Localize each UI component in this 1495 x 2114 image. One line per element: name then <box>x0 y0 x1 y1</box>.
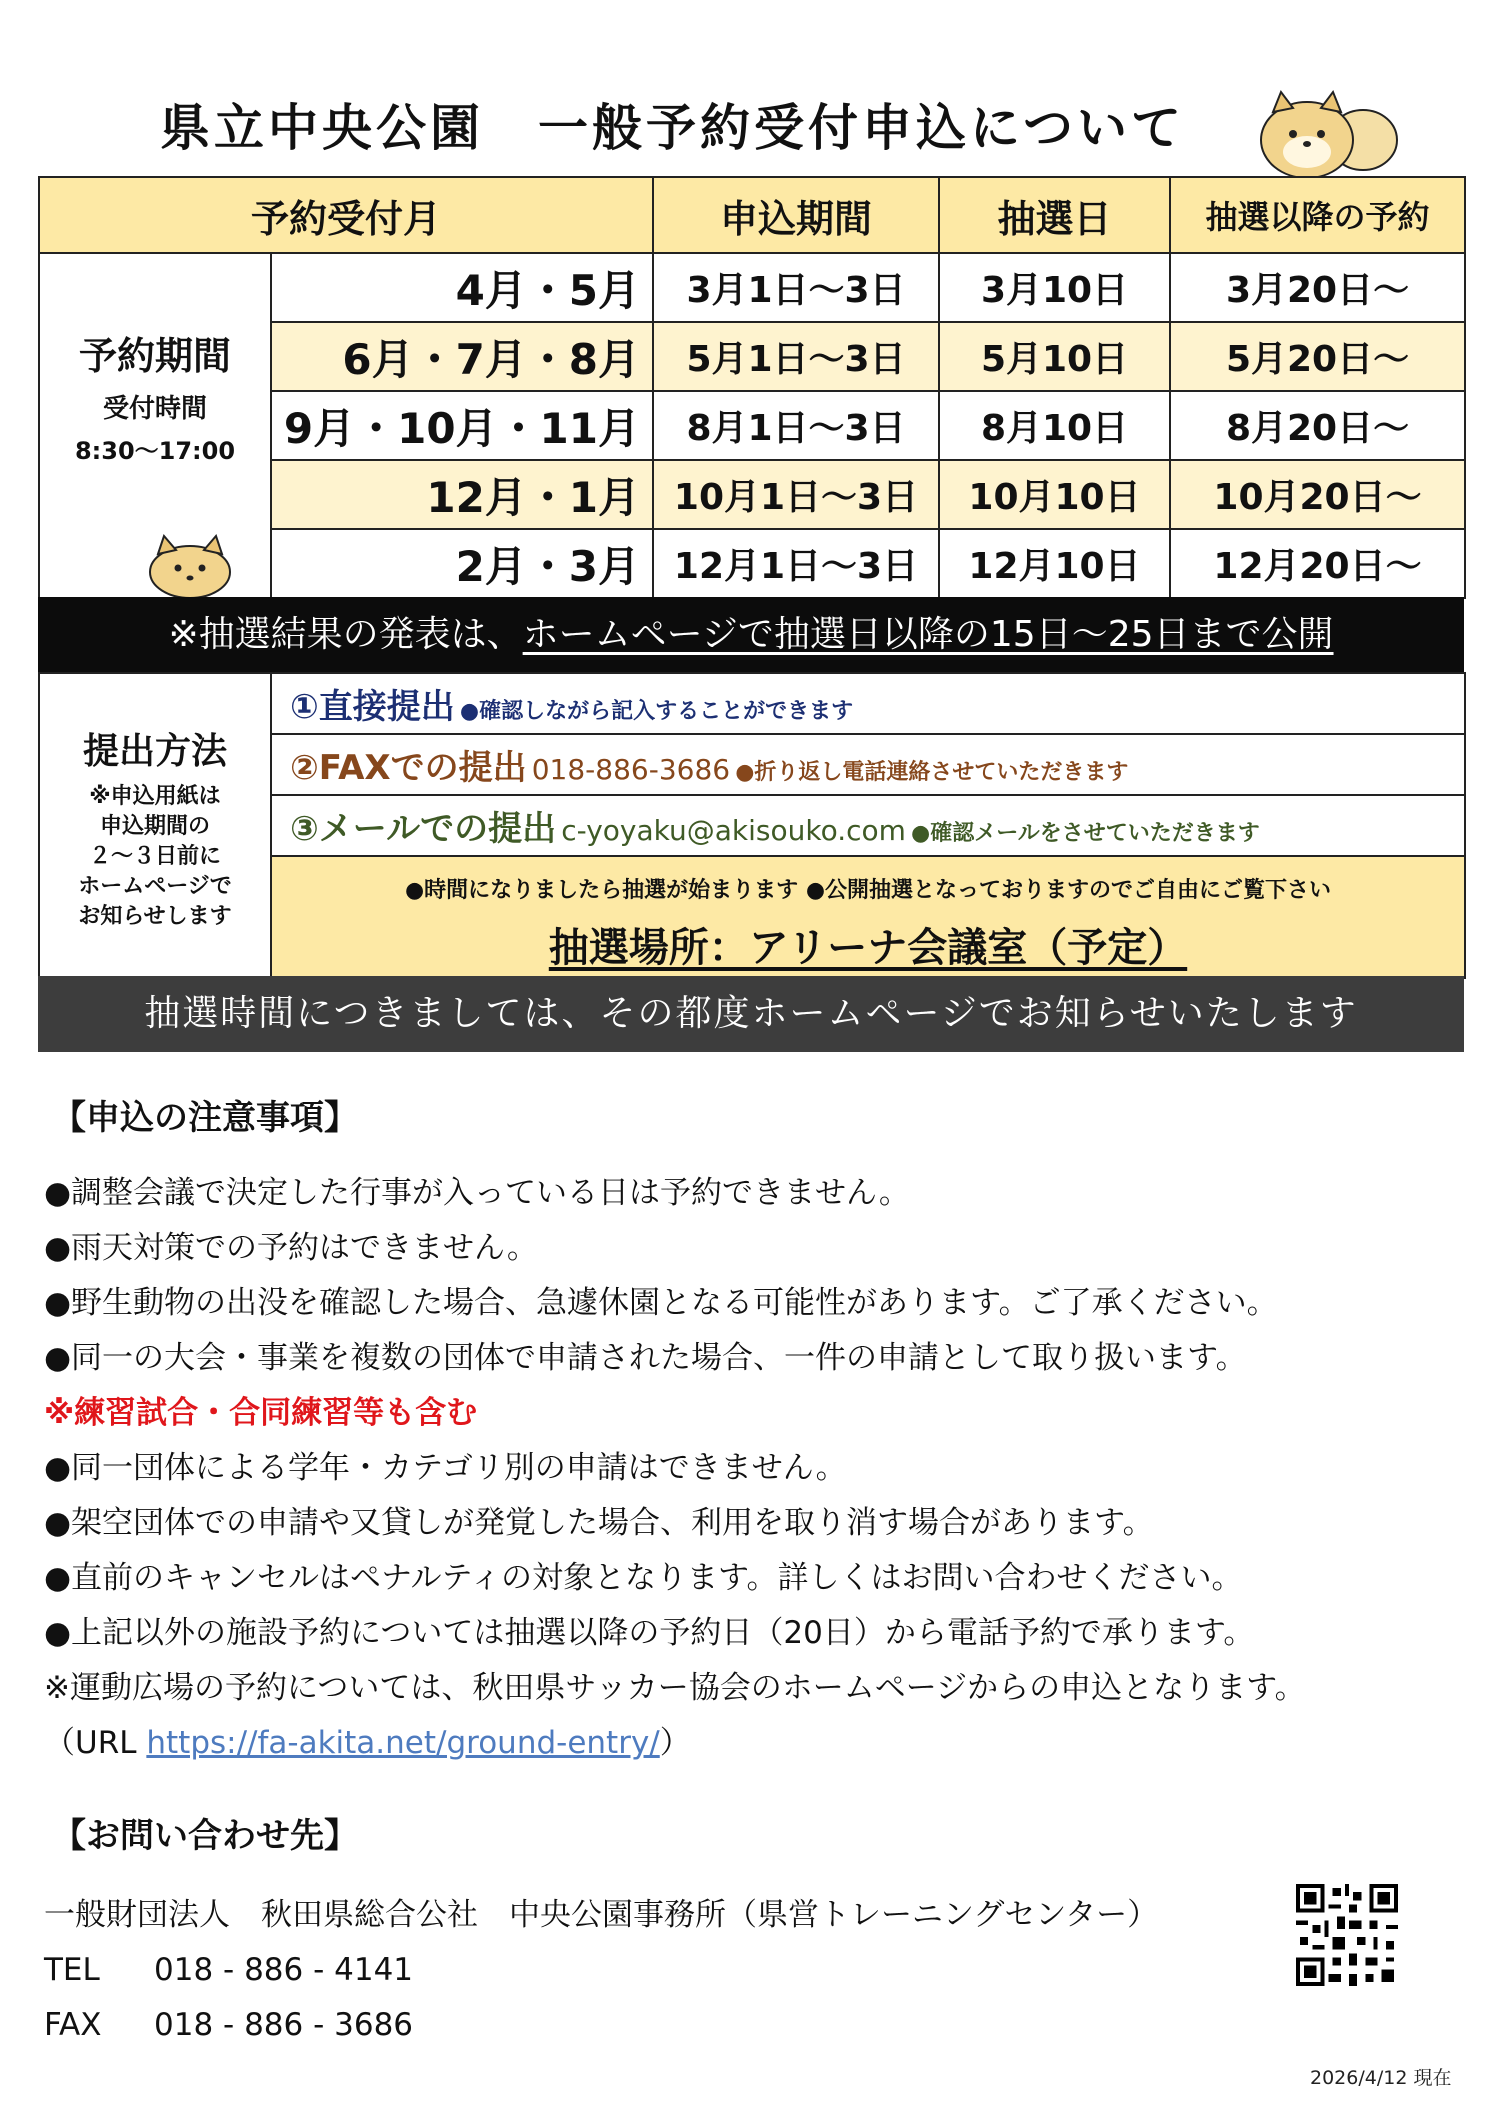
schedule-table <box>38 176 1466 599</box>
row-after: 12月20日～ <box>1170 529 1465 598</box>
submission-note-line: ※申込用紙は <box>89 784 221 809</box>
row-apply: 12月1日～3日 <box>653 529 939 598</box>
tel-label: TEL <box>44 1952 100 1988</box>
note-item: ●野生動物の出没を確認した場合、急遽休園となる可能性があります。ご了承ください。 <box>44 1285 1278 1321</box>
row-month: 6月・7月・8月 <box>271 322 653 391</box>
note-item: ●架空団体での申請や又貸しが発覚した場合、利用を取り消す場合があります。 <box>44 1505 1154 1541</box>
mail-note: ●確認メールをさせていただきます <box>911 821 1260 846</box>
note-item: ●調整会議で決定した行事が入っている日は予約できません。 <box>44 1175 910 1211</box>
submission-label: 提出方法 <box>82 731 227 772</box>
fax-note: ●折り返し電話連絡させていただきます <box>735 760 1129 785</box>
row-lottery: 10月10日 <box>939 460 1170 529</box>
row-month: 12月・1月 <box>271 460 653 529</box>
contact-org: 一般財団法人 秋田県総合公社 中央公園事務所（県営トレーニングセンター） <box>44 1897 1159 1933</box>
url-suffix: ） <box>659 1725 691 1761</box>
lottery-time-notice: 抽選時間につきましては、その都度ホームページでお知らせいたします <box>38 976 1464 1052</box>
announcement-underlined: ホームページで抽選日以降の15日～25日まで公開 <box>522 614 1334 655</box>
period-label: 予約期間 <box>78 334 231 378</box>
row-after: 8月20日～ <box>1170 391 1465 460</box>
tel-number: 018 - 886 - 4141 <box>154 1952 414 1988</box>
submission-note-line: ２～３日前に <box>88 844 221 869</box>
header-lottery-date: 抽選日 <box>939 177 1170 253</box>
contact-block <box>44 1888 1158 2053</box>
pomeranian-mascot-icon <box>1245 82 1405 182</box>
row-lottery: 5月10日 <box>939 322 1170 391</box>
fax-number-contact: 018 - 886 - 3686 <box>154 2007 414 2043</box>
mail-title: ③メールでの提出 <box>290 809 557 849</box>
row-month: 9月・10月・11月 <box>271 391 653 460</box>
submission-table <box>38 672 1466 979</box>
submission-note-line: ホームページで <box>78 874 232 899</box>
row-month: 2月・3月 <box>271 529 653 598</box>
row-month: 4月・5月 <box>271 253 653 322</box>
header-month: 予約受付月 <box>39 177 653 253</box>
row-apply: 5月1日～3日 <box>653 322 939 391</box>
url-line <box>44 1716 1306 1771</box>
qr-code-icon[interactable] <box>1296 1884 1398 1986</box>
fax-title: ②FAXでの提出 <box>290 748 527 788</box>
submission-note-line: 申込期間の <box>99 814 210 839</box>
submission-method-cell <box>39 673 271 978</box>
lottery-place-cell <box>271 856 1465 978</box>
mail-submission-row <box>271 795 1465 856</box>
note-item: ●同一団体による学年・カテゴリ別の申請はできません。 <box>44 1450 847 1486</box>
row-apply: 10月1日～3日 <box>653 460 939 529</box>
note-item: ※運動広場の予約については、秋田県サッカー協会のホームページからの申込となります。 <box>44 1670 1306 1706</box>
url-prefix: （URL <box>44 1725 147 1761</box>
row-lottery: 12月10日 <box>939 529 1170 598</box>
contact-tel-line <box>44 1943 1158 1998</box>
page-title: 県立中央公園 一般予約受付申込について <box>160 99 1185 157</box>
notes-list <box>44 1166 1306 1771</box>
submission-note-line: お知らせします <box>78 904 232 929</box>
header-apply-period: 申込期間 <box>653 177 939 253</box>
hours-label: 受付時間 <box>102 394 207 424</box>
row-after: 5月20日～ <box>1170 322 1465 391</box>
mail-address[interactable]: c-yoyaku@akisouko.com <box>561 814 906 847</box>
direct-submission-row <box>271 673 1465 734</box>
direct-note: ●確認しながら記入することができます <box>459 699 854 724</box>
announcement-bar <box>38 597 1464 672</box>
row-apply: 3月1日～3日 <box>653 253 939 322</box>
pomeranian-small-icon <box>140 528 240 598</box>
row-lottery: 3月10日 <box>939 253 1170 322</box>
ground-entry-link[interactable]: https://fa-akita.net/ground-entry/ <box>146 1725 660 1761</box>
row-after: 10月20日～ <box>1170 460 1465 529</box>
note-item: ●同一の大会・事業を複数の団体で申請された場合、一件の申請として取り扱います。 <box>44 1340 1247 1376</box>
note-item-red: ※練習試合・合同練習等も含む <box>44 1395 478 1431</box>
lottery-place: 抽選場所：アリーナ会議室（予定） <box>548 925 1188 971</box>
fax-submission-row <box>271 734 1465 795</box>
fax-label: FAX <box>44 2007 102 2043</box>
fax-number: 018-886-3686 <box>531 753 731 786</box>
note-item: ●上記以外の施設予約については抽選以降の予約日（20日）から電話予約で承ります。 <box>44 1615 1255 1651</box>
row-after: 3月20日～ <box>1170 253 1465 322</box>
contact-heading: 【お問い合わせ先】 <box>52 1816 358 1856</box>
hours-value: 8:30～17:00 <box>74 437 236 465</box>
direct-title: ①直接提出 <box>290 687 455 727</box>
lottery-notes: ●時間になりましたら抽選が始まります ●公開抽選となっておりますのでご自由にご覧下さい <box>404 878 1332 903</box>
note-item: ●雨天対策での予約はできません。 <box>44 1230 538 1266</box>
header-after-lottery: 抽選以降の予約 <box>1170 177 1465 253</box>
note-item: ●直前のキャンセルはペナルティの対象となります。詳しくはお問い合わせください。 <box>44 1560 1243 1596</box>
notes-heading: 【申込の注意事項】 <box>52 1098 358 1138</box>
as-of-date: 2026/4/12 現在 <box>1310 2067 1452 2089</box>
row-lottery: 8月10日 <box>939 391 1170 460</box>
row-apply: 8月1日～3日 <box>653 391 939 460</box>
contact-fax-line <box>44 1998 1158 2053</box>
announcement-prefix: ※抽選結果の発表は、 <box>168 614 523 655</box>
